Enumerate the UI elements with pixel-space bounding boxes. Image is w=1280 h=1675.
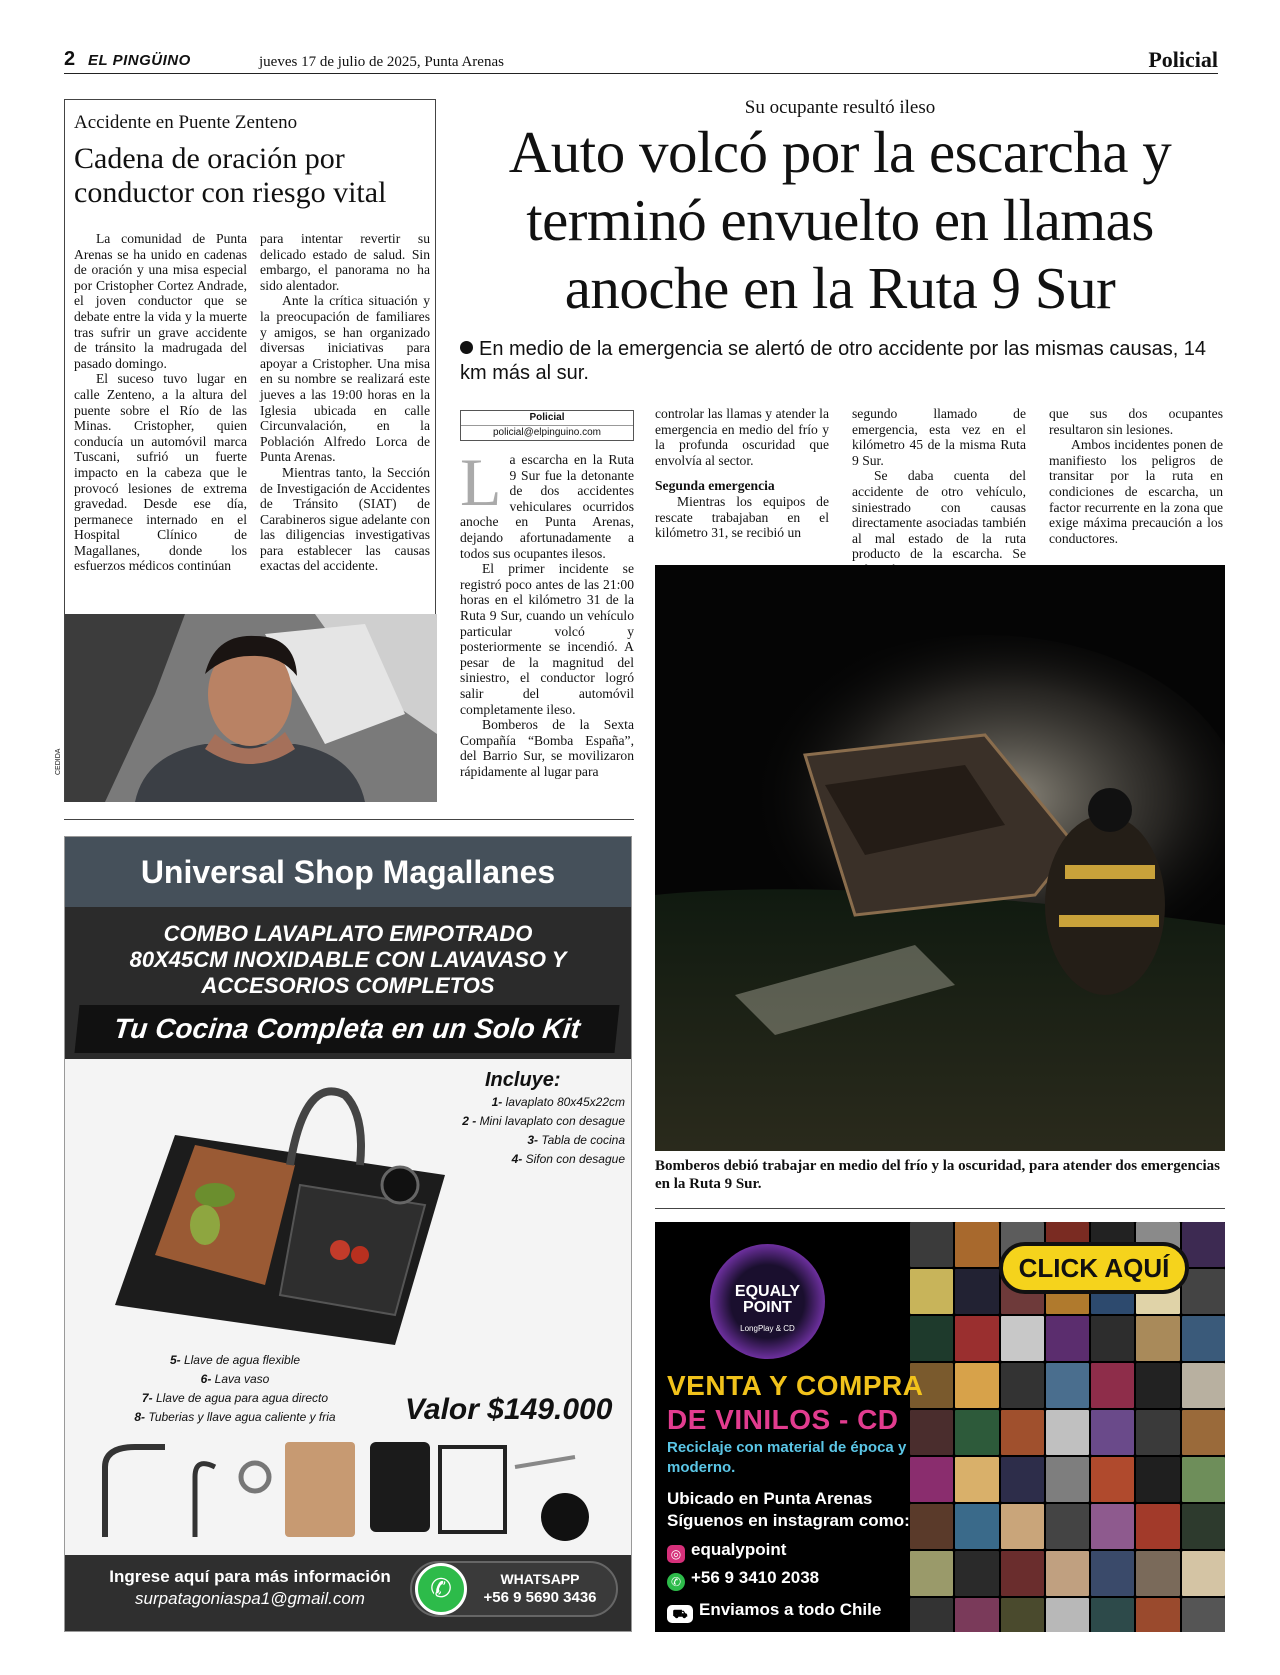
ad-tagline: Tu Cocina Completa en un Solo Kit — [74, 1005, 619, 1053]
subhead-text: En medio de la emergencia se alertó de otro accidente por las mismas causas, 14 km más al sur. — [460, 338, 1207, 384]
main-story-column-3 — [852, 406, 1026, 578]
phone-number: +56 9 3410 2038 — [691, 1568, 820, 1587]
divider — [655, 1208, 1225, 1209]
paragraph: El primer incidente se registró poco antes de las 21:00 horas en el kilómetro 31 de la Ruta 9 Sur, cuando un vehículo particular volcó y posteriormente se incendió. A pesar de la magnitud del siniestro, el conductor logró salir del automóvil completamente ileso. — [460, 561, 634, 717]
list-item: 5- Llave de agua flexible — [169, 1353, 301, 1367]
ad-price: Valor $149.000 — [405, 1393, 613, 1426]
advertisement-vinyl[interactable] — [655, 1222, 1225, 1632]
ad-recycle-text: Reciclaje con material de época y moderno. — [667, 1439, 907, 1476]
list-item: 3- Tabla de cocina — [527, 1133, 625, 1147]
paragraph: a escarcha en la Ruta 9 Sur fue la detonante de dos accidentes vehiculares ocurridos anoche en Punta Arenas, dejando afortunadamente a todos sus ocupantes ilesos. — [460, 452, 634, 561]
main-story-column-4 — [1049, 406, 1223, 546]
list-item: 2 - Mini lavaplato con desague — [462, 1114, 625, 1128]
shipping-text: Enviamos a todo Chile — [699, 1600, 882, 1619]
paragraph: que sus dos ocupantes resultaron sin lesiones. — [1049, 406, 1223, 437]
ad-headline-2: DE VINILOS - CD — [667, 1404, 899, 1435]
whatsapp-number: +56 9 5690 3436 — [483, 1589, 597, 1606]
list-item: 8- Tuberias y llave agua caliente y fria — [134, 1410, 336, 1424]
instagram-line[interactable] — [667, 1540, 786, 1563]
accessories-illustration — [95, 1437, 605, 1547]
divider — [64, 819, 634, 820]
list-item: 6- Lava vaso — [200, 1372, 270, 1386]
main-story-title: Auto volcó por la escarcha y terminó envuelto en llamas anoche en la Ruta 9 Sur — [508, 119, 1172, 321]
main-story-column-2 — [655, 406, 829, 541]
side-story-kicker: Accidente en Puente Zenteno — [74, 112, 298, 133]
side-story-title: Cadena de oración por conductor con riesgo vital — [74, 142, 387, 209]
byline-section: Policial — [461, 411, 633, 426]
paragraph: controlar las llamas y atender la emergencia en medio del frío y la profunda oscuridad que envolvía al sector. — [655, 406, 829, 468]
main-story-column-1 — [460, 444, 634, 779]
instagram-handle: equalypoint — [691, 1540, 787, 1559]
extras-list — [85, 1351, 385, 1427]
ad-footer-info: Ingrese aquí para más información — [109, 1567, 391, 1586]
whatsapp-label: WHATSAPP — [500, 1571, 580, 1587]
main-story-kicker: Su ocupante resultó ileso — [744, 97, 936, 118]
logo-subtext: LongPlay & CD — [740, 1324, 795, 1333]
side-story-column-1 — [74, 231, 247, 574]
side-story-column-2 — [260, 231, 430, 574]
includes-list — [435, 1093, 625, 1169]
advertisement-universal-shop[interactable] — [64, 836, 632, 1632]
fire-photo — [655, 565, 1225, 1151]
paragraph: Se daba cuenta del accidente de otro vehículo, siniestrado con causas directamente asociadas también al mal estado de la ruta producto de la escarcha. Se — [852, 468, 1026, 562]
byline-box — [460, 410, 634, 441]
sink-illustration — [95, 1075, 445, 1345]
portrait-photo — [65, 614, 437, 802]
section-title: Policial — [1148, 47, 1218, 72]
ad-footer-email[interactable]: surpatagoniaspa1@gmail.com — [135, 1589, 365, 1608]
paragraph: segundo llamado de emergencia, esta vez en el kilómetro 45 de la misma Ruta 9 Sur. — [852, 406, 1026, 468]
paragraph: Ambos incidentes ponen de manifiesto los peligros de transitar por la ruta en condiciones de escarcha, un factor recurrente en la zona que exige máxima precaución a los conductores. — [1049, 437, 1223, 546]
paragraph: Ante la crítica situación y la preocupación de familiares y amigos, se han organizado diversas iniciativas para apoyar a Cristopher. Una misa en su nombre se realizará este jueves a las 19:00 horas en la Iglesia ubicada en calle Circunvalación, en la Población Alfredo Lorca de Punta Arenas. — [260, 293, 430, 465]
section-subhead: Segunda emergencia — [655, 478, 775, 494]
date-line: jueves 17 de julio de 2025, Punta Arenas — [259, 54, 504, 70]
paragraph: Bomberos de la Sexta Compañía “Bomba España”, del Barrio Sur, se movilizaron rápidamente al lugar para — [460, 717, 634, 779]
paragraph: Mientras tanto, la Sección de Investigación de Accidentes de Tránsito (SIAT) de Carabineros sigue adelante con las diligencias investigativas para establecer las causas exactas del accidente. — [260, 464, 430, 574]
includes-title: Incluye: — [485, 1069, 561, 1091]
photo-caption: Bomberos debió trabajar en medio del frío y la oscuridad, para atender dos emergencias en la Ruta 9 Sur. — [655, 1158, 1220, 1192]
paragraph: Mientras los equipos de rescate trabajaban en el kilómetro 31, se recibió un — [655, 493, 829, 541]
page-header — [64, 47, 1218, 74]
ad-combo-text: COMBO LAVAPLATO EMPOTRADO 80X45CM INOXIDABLE CON LAVAVASO Y ACCESORIOS COMPLETOS — [129, 921, 567, 998]
list-item: 1- lavaplato 80x45x22cm — [491, 1095, 625, 1109]
phone-line[interactable] — [667, 1568, 819, 1591]
ad-headline-1: VENTA Y COMPRA — [667, 1370, 924, 1401]
side-story — [64, 99, 436, 802]
paragraph: para intentar revertir su delicado estado de salud. Sin embargo, el panorama no ha sido alentador. — [260, 231, 430, 293]
ad-location-text: Ubicado en Punta Arenas Síguenos en instagram como: — [667, 1489, 910, 1530]
instagram-icon: ◎ — [667, 1545, 685, 1563]
list-item: 4- Sifon con desague — [511, 1152, 625, 1166]
photo-credit: CEDIDA — [55, 748, 62, 775]
truck-icon: ⛟ — [667, 1605, 693, 1623]
ad-brand-title: Universal Shop Magallanes — [65, 837, 631, 907]
page-number: 2 — [64, 48, 76, 70]
whatsapp-icon[interactable]: ✆ — [415, 1563, 467, 1615]
list-item: 7- Llave de agua para agua directo — [141, 1391, 329, 1405]
logo-text: EQUALY POINT — [734, 1283, 801, 1316]
paragraph: El suceso tuvo lugar en calle Zenteno, a la altura del puente sobre el Río de las Minas. Cristopher, quien conducía un automóvil marca Tuscani, sufrió un fuerte impacto en la cabeza que le provocó lesiones de extrema gravedad. Desde ese día, permanece internado en el Hospital Clínico de Magallanes, donde los esfuerzos médicos continúan — [74, 371, 247, 574]
click-here-button[interactable]: CLICK AQUÍ — [999, 1242, 1189, 1294]
paragraph: La comunidad de Punta Arenas se ha unido en cadenas de oración y una misa especial por Cristopher Cortez Andrade, el joven conductor que se debate entre la vida y la muerte tras sufrir un grave accidente de tránsito la madrugada del pasado domingo. — [74, 231, 247, 371]
drop-cap: L — [460, 444, 502, 520]
whatsapp-icon: ✆ — [667, 1573, 685, 1591]
main-story-subhead — [460, 337, 1220, 385]
shipping-line — [667, 1600, 881, 1623]
bullet-icon — [460, 341, 473, 354]
byline-email[interactable]: policial@elpinguino.com — [493, 427, 601, 438]
newspaper-logo: EL PINGÜINO — [88, 52, 191, 69]
